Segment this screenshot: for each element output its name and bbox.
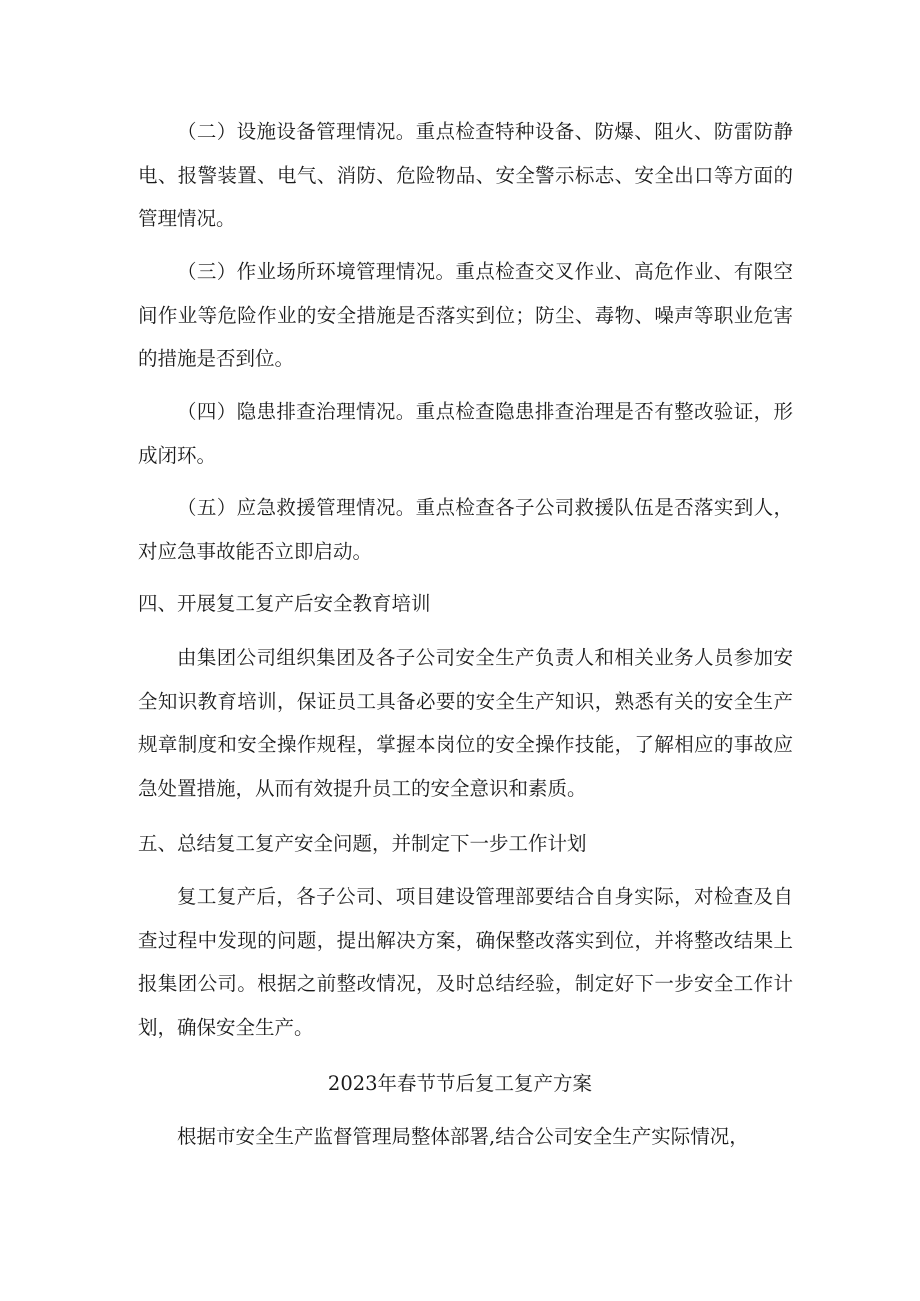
paragraph-facility-equipment: （二）设施设备管理情况。重点检查特种设备、防爆、阻火、防雷防静电、报警装置、电气、消防、危险物品、安全警示标志、安全出口等方面的管理情况。 <box>138 120 793 230</box>
paragraph-hazard-investigation: （四）隐患排查治理情况。重点检查隐患排查治理是否有整改验证，形成闭环。 <box>138 400 793 467</box>
paragraph-intro: 根据市安全生产监督管理局整体部署,结合公司安全生产实际情况， <box>177 1125 749 1148</box>
paragraph-section-4-body: 由集团公司组织集团及各子公司安全生产负责人和相关业务人员参加安全知识教育培训，保证员工具备必要的安全生产知识，熟悉有关的安全生产规章制度和安全操作规程，掌握本岗位的安全操作技能，了解相应的事故应急处置措施，从而有效提升员工的安全意识和素质。 <box>138 646 793 800</box>
section-5-heading: 五、总结复工复产安全问题，并制定下一步工作计划 <box>138 832 587 855</box>
paragraph-workplace-environment: （三）作业场所环境管理情况。重点检查交叉作业、高危作业、有限空间作业等危险作业的安全措施是否落实到位；防尘、毒物、噪声等职业危害的措施是否到位。 <box>138 260 793 370</box>
section-4-heading: 四、开展复工复产后安全教育培训 <box>138 592 431 615</box>
paragraph-emergency-rescue: （五）应急救援管理情况。重点检查各子公司救援队伍是否落实到人，对应急事故能否立即启动。 <box>138 496 793 563</box>
paragraph-section-5-body: 复工复产后，各子公司、项目建设管理部要结合自身实际，对检查及自查过程中发现的问题，提出解决方案，确保整改落实到位，并将整改结果上报集团公司。根据之前整改情况，及时总结经验，制定好下一步安全工作计划，确保安全生产。 <box>138 885 793 1039</box>
document-title: 2023年春节节后复工复产方案 <box>327 1072 593 1095</box>
